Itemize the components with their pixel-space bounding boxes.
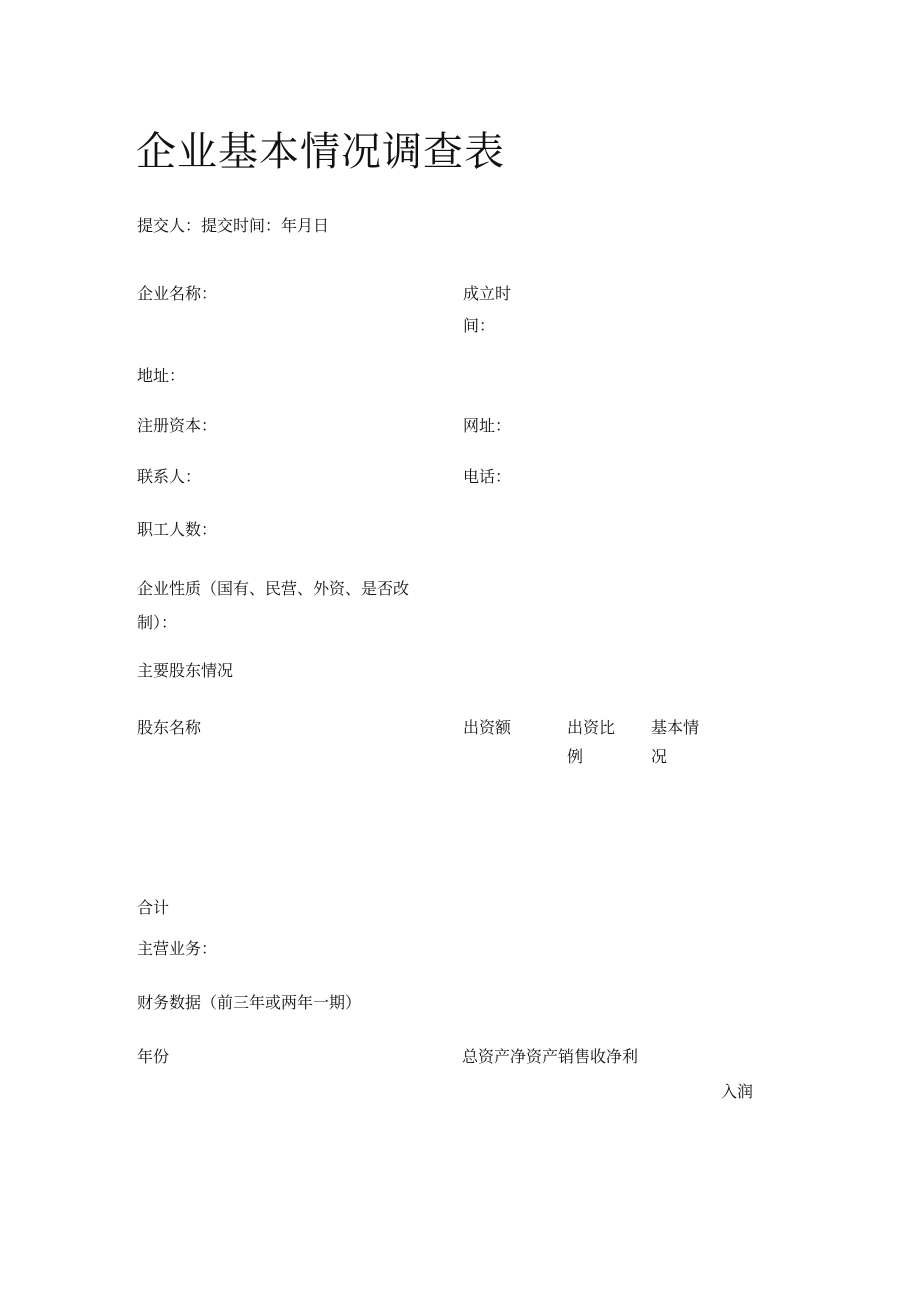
financial-section-title: 财务数据（前三年或两年一期） bbox=[137, 993, 362, 1012]
shareholders-total-label: 合计 bbox=[137, 898, 170, 917]
financial-columns-header-wrap: 入润 bbox=[721, 1082, 754, 1101]
submit-info: 提交人：提交时间：年月日 bbox=[137, 216, 330, 235]
main-business-label: 主营业务： bbox=[137, 939, 218, 958]
page-title: 企业基本情况调查表 bbox=[136, 129, 505, 175]
company-name-label: 企业名称： bbox=[137, 284, 218, 303]
employees-label: 职工人数： bbox=[137, 520, 218, 539]
registered-capital-label: 注册资本： bbox=[137, 416, 218, 435]
investment-amount-header: 出资额 bbox=[463, 718, 512, 737]
basic-info-header-line2: 况 bbox=[651, 747, 668, 766]
phone-label: 电话： bbox=[463, 467, 512, 486]
financial-year-header: 年份 bbox=[137, 1047, 170, 1066]
founded-label-line1: 成立时 bbox=[463, 284, 512, 303]
basic-info-header-line1: 基本情 bbox=[651, 718, 700, 737]
website-label: 网址： bbox=[463, 416, 512, 435]
financial-columns-header: 总资产净资产销售收净利 bbox=[462, 1047, 639, 1066]
investment-ratio-header-line1: 出资比 bbox=[567, 718, 616, 737]
founded-label-line2: 间： bbox=[463, 316, 496, 335]
company-nature-label-line2: 制）： bbox=[137, 613, 178, 632]
shareholders-section-title: 主要股东情况 bbox=[137, 661, 234, 680]
contact-label: 联系人： bbox=[137, 467, 202, 486]
address-label: 地址： bbox=[137, 366, 186, 385]
shareholder-name-header: 股东名称 bbox=[137, 718, 202, 737]
company-nature-label-line1: 企业性质（国有、民营、外资、是否改 bbox=[137, 579, 410, 598]
investment-ratio-header-line2: 例 bbox=[567, 747, 584, 766]
